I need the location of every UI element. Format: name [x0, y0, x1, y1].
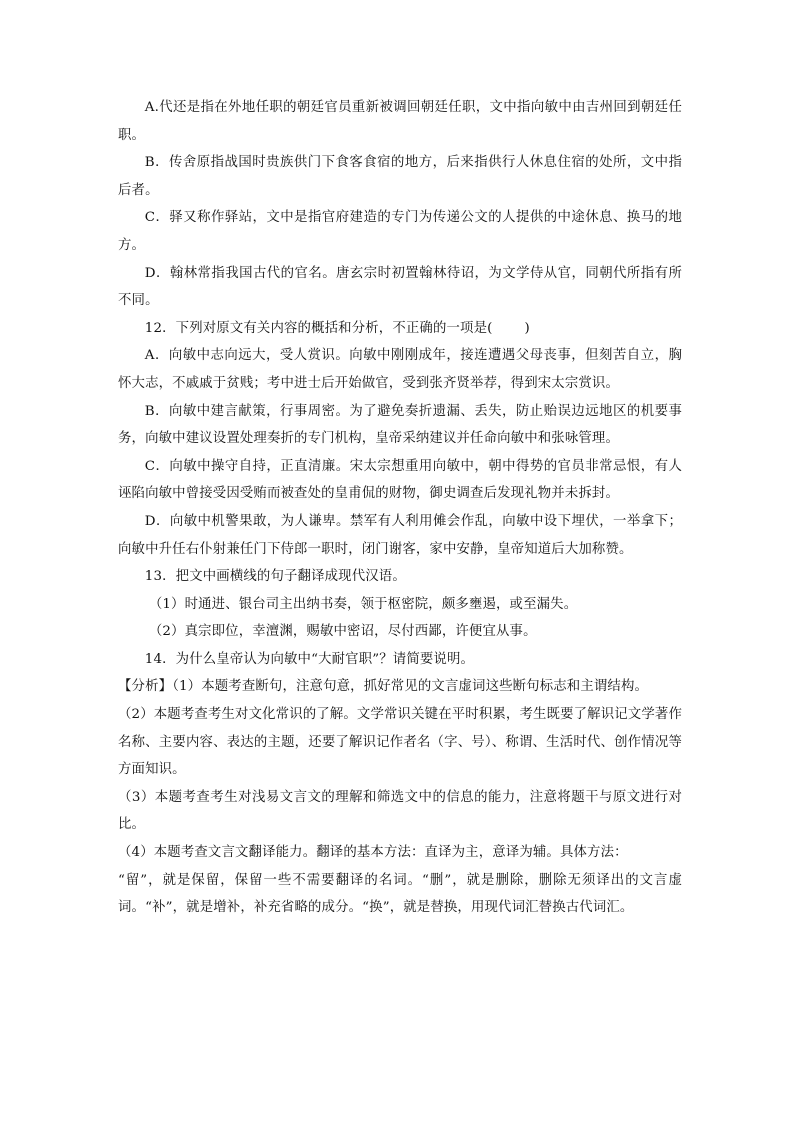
q13-item-1: （1）时通进、银台司主出纳书奏，领于枢密院，颇多壅遏，或至漏失。 — [148, 596, 578, 612]
q13-item-2: （2）真宗即位，幸澶渊，赐敏中密诏，尽付西鄙，许便宜从事。 — [148, 624, 537, 640]
q12-option-a: A．向敏中志向远大，受人赏识。向敏中刚刚成年，接连遭遇父母丧事，但刻苦自立，胸怀大志，不戚戚于贫贱；考中进士后开始做官，受到张齐贤举荐，得到宋太宗赏识。 — [118, 348, 682, 391]
q14-stem: 14．为什么皇帝认为向敏中“大耐官职”？请简要说明。 — [144, 651, 475, 667]
q11-option-d: D．翰林常指我国古代的官名。唐玄宗时初置翰林待诏，为文学侍从官，同朝代所指有所不同。 — [118, 265, 682, 309]
q11-option-b: B．传舍原指战国时贵族供门下食客食宿的地方，后来指供行人休息住宿的处所，文中指后者。 — [118, 155, 682, 198]
q12-stem-close: ) — [524, 320, 530, 336]
q11-option-c: C．驿又称作驿站，文中是指官府建造的专门为传递公文的人提供的中途休息、换马的地方。 — [118, 210, 682, 253]
q11-option-a: A.代还是指在外地任职的朝廷官员重新被调回朝廷任职，文中指向敏中由吉州回到朝廷任职。 — [118, 100, 682, 143]
q12-option-d: D．向敏中机警果敢，为人谦卑。禁军有人利用傩会作乱，向敏中设下埋伏，一举拿下；向敏中升任右仆射兼任门下侍郎一职时，闭门谢客，家中安静，皇帝知道后大加称赞。 — [118, 513, 682, 557]
analysis-5: “留”，就是保留，保留一些不需要翻译的名词。“删”，就是删除，删除无须译出的文言虚词。“补”，就是增补，补充省略的成分。“换”，就是替换，用现代词汇替换古代词汇。 — [118, 872, 682, 916]
analysis-4: （4）本题考查文言文翻译能力。翻译的基本方法：直译为主，意译为辅。具体方法： — [118, 845, 628, 861]
q12-option-b: B．向敏中建言献策，行事周密。为了避免奏折遗漏、丢失，防止贻误边远地区的机要事务，向敏中建议设置处理奏折的专门机构，皇帝采纳建议并任命向敏中和张咏管理。 — [118, 403, 682, 447]
document-page — [118, 94, 682, 922]
analysis-1: 【分析】（1）本题考查断句，注意句意，抓好常见的文言虚词这些断句标志和主谓结构。 — [118, 679, 649, 695]
q12-option-c: C．向敏中操守自持，正直清廉。宋太宗想重用向敏中，朝中得势的官员非常忌恨，有人诬陷向敏中曾接受因受贿而被查处的皇甫侃的财物，御史调查后发现礼物并未拆封。 — [118, 458, 682, 502]
q13-stem: 13．把文中画横线的句子翻译成现代汉语。 — [144, 569, 406, 585]
q12-stem-text: 12．下列对原文有关内容的概括和分析，不正确的一项是( — [144, 320, 493, 336]
q12-stem — [118, 315, 682, 343]
analysis-3: （3）本题考查考生对浅易文言文的理解和筛选文中的信息的能力，注意将题干与原文进行对比。 — [118, 789, 682, 833]
analysis-2: （2）本题考查考生对文化常识的了解。文学常识关键在平时积累，考生既要了解识记文学著作名称、主要内容、表达的主题，还要了解识记作者名（字、号）、称谓、生活时代、创作情况等方面知识。 — [118, 707, 682, 778]
